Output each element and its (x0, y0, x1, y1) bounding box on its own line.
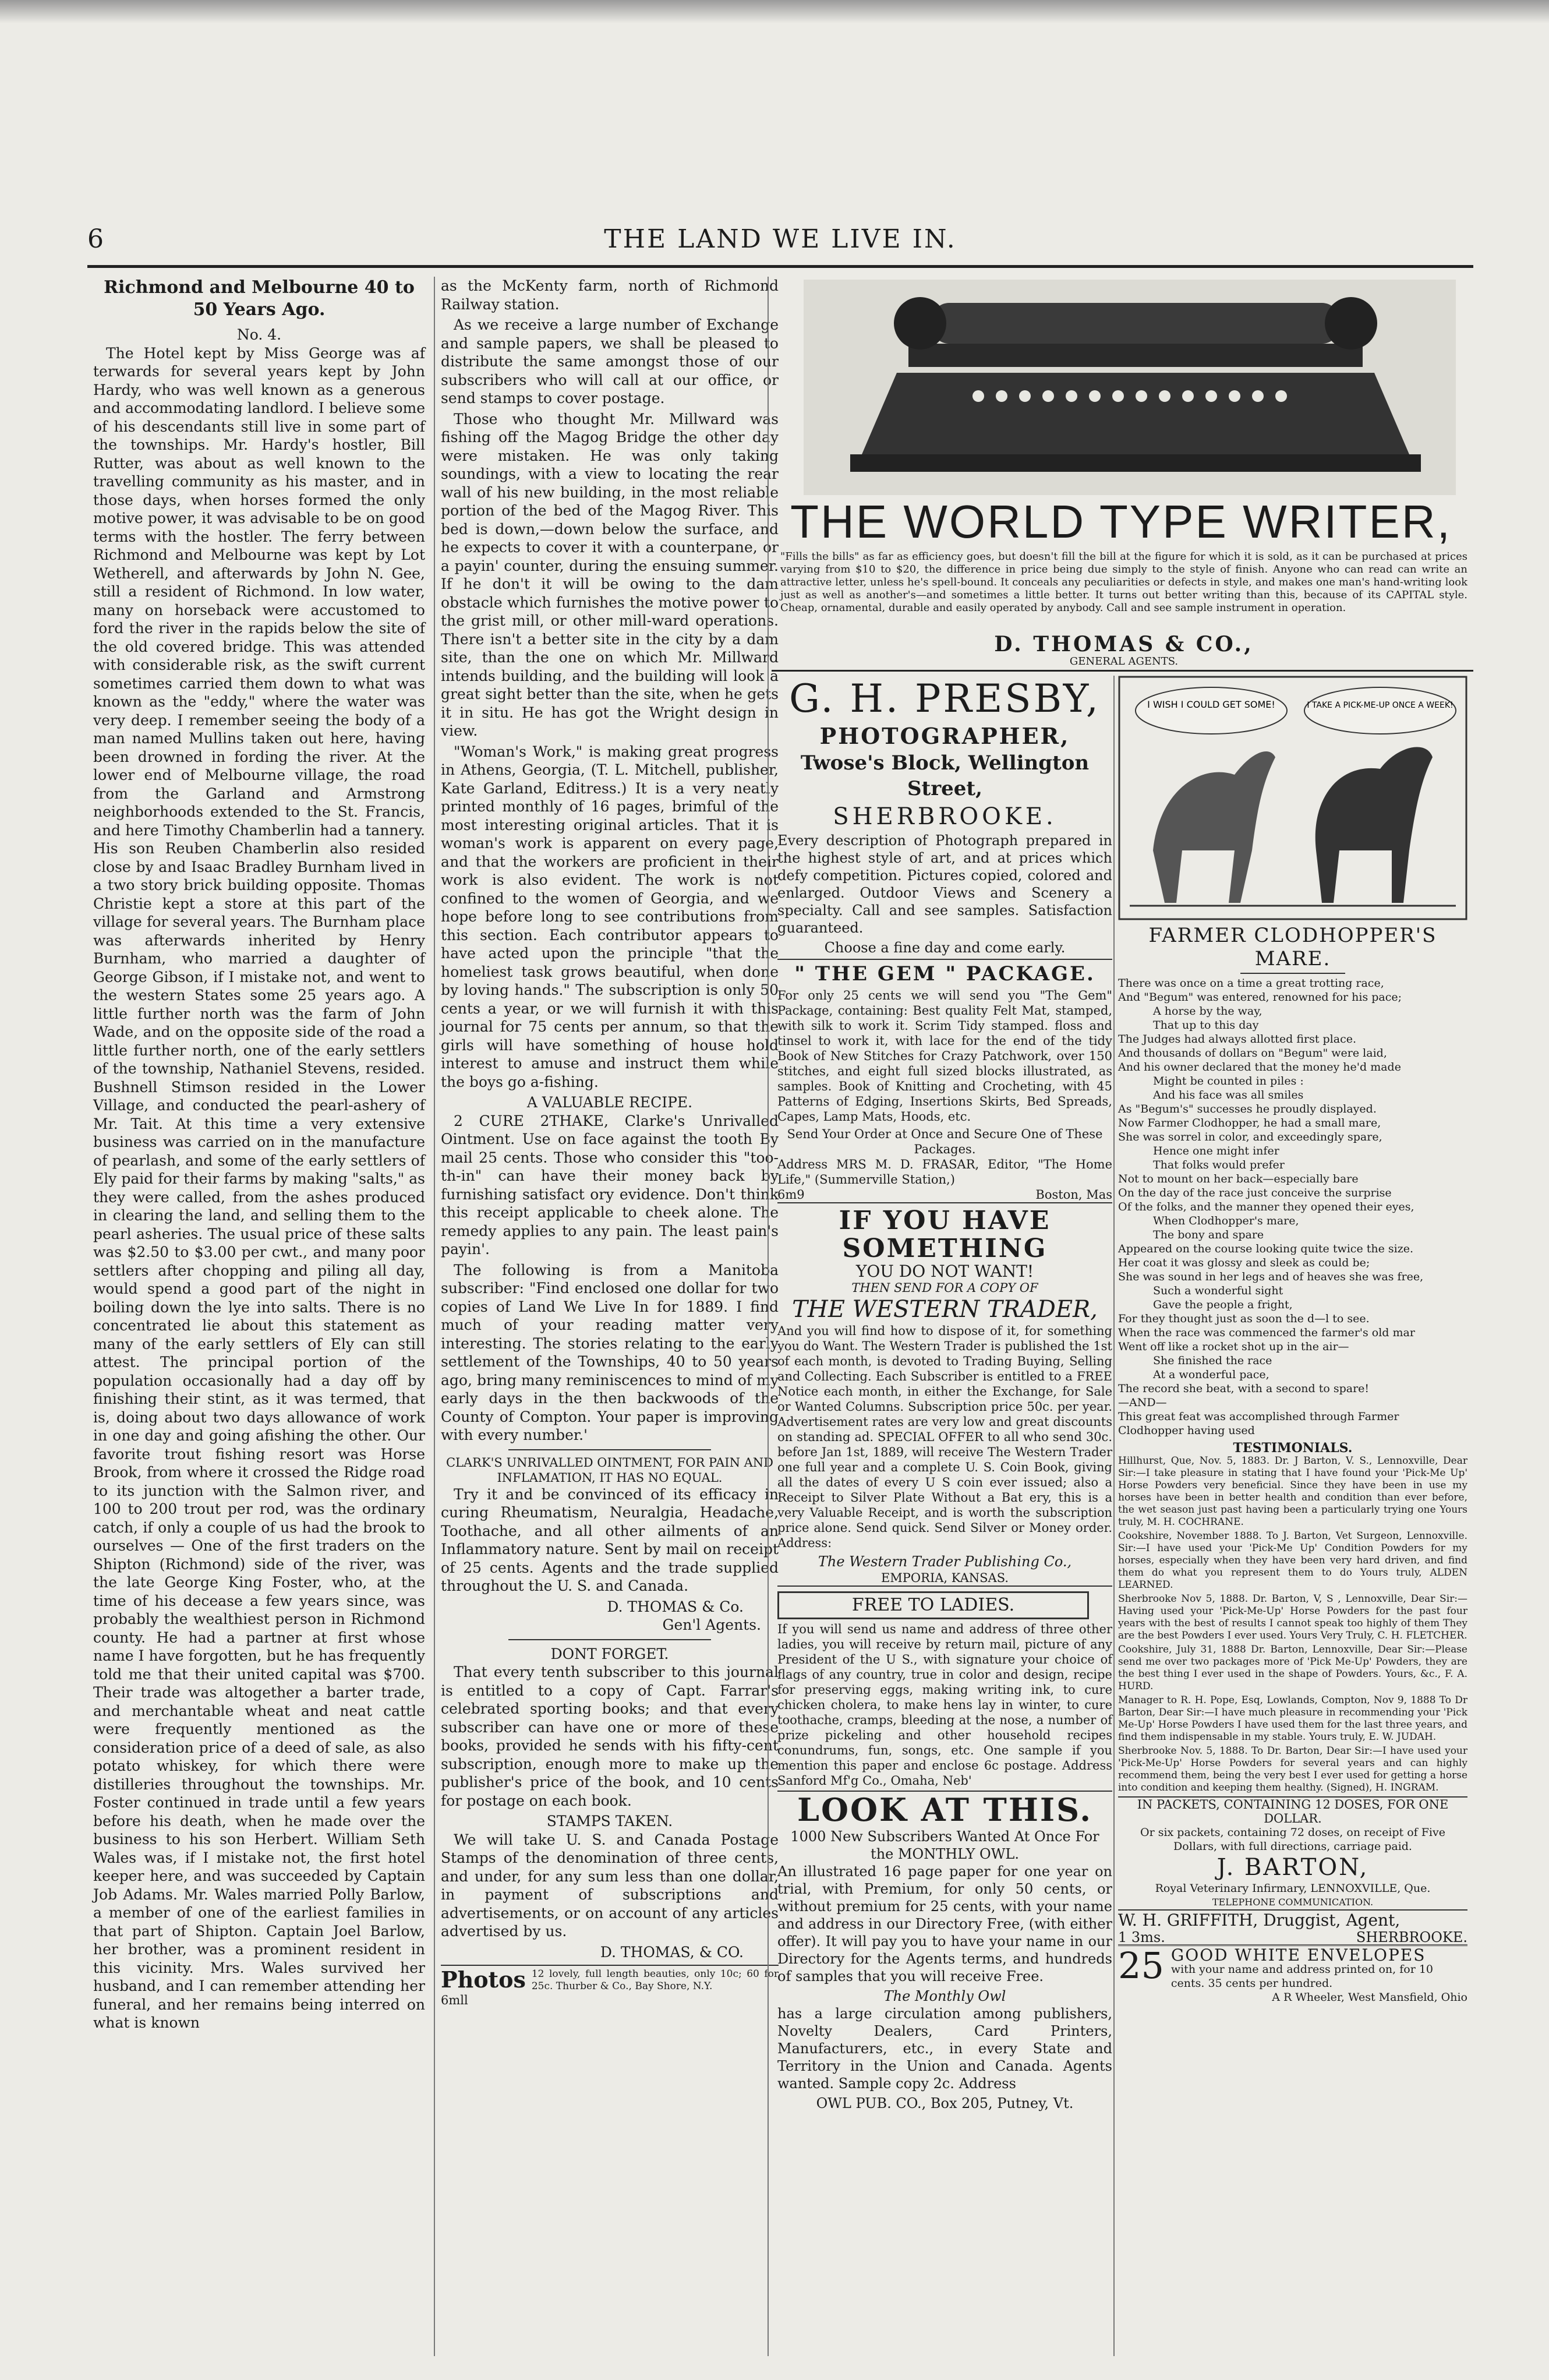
horse-illustration (1118, 676, 1467, 920)
poem-line: The Judges had always allotted first place. (1118, 1033, 1357, 1046)
envelopes-signature: A R Wheeler, West Mansfield, Ohio (1272, 1991, 1467, 2004)
gem-body: For only 25 cents we will send you "The Gem" Package, containing: Best quality Felt Mat, stamped, with silk to work it. Scrim Tidy stamped. floss and tinsel to work it, with lace for the end of the tidy Book of New Stitches for Crazy Patchwork, over 150 stitches, and eight full sized blocks illustrated, as samples. Book of Knitting and Crocheting, with 45 Patterns of Edging, Insertions Skirts, Bed Spreads, Capes, Lamp Mats, Hoods, etc. (777, 988, 1112, 1124)
poem-line: Her coat it was glossy and sleek as could be; (1118, 1256, 1370, 1269)
divider (1240, 973, 1345, 974)
poem-line: When the race was commenced the farmer's old mar (1118, 1326, 1415, 1339)
poem-line: Might be counted in piles : (1153, 1075, 1304, 1087)
poem-line: Such a wonderful sight (1153, 1284, 1283, 1297)
presby-name: G. H. PRESBY, (789, 676, 1101, 721)
presby-trade: PHOTOGRAPHER, (819, 723, 1070, 749)
column-2 (441, 277, 779, 2356)
poem-line: And "Begum" was entered, renowned for his pace; (1118, 991, 1402, 1004)
griffith-code: 1 3ms. (1118, 1929, 1165, 1945)
recipe-title: A VALUABLE RECIPE. (526, 1094, 693, 1111)
poem-line: The record she beat, with a second to spare! (1118, 1382, 1370, 1395)
typewriter-agents: GENERAL AGENTS. (1069, 655, 1179, 668)
presby-body: Every description of Photograph prepared in the highest style of art, and at prices which defy competition. Pictures copied, colored and enlarged. Outdoor Views and Scenery a specialty. Call and see samples. Satisfaction guaranteed. (777, 832, 1112, 936)
testimonial: Sherbrooke Nov 5, 1888. Dr. Barton, V, S , Lennoxville, Dear Sir:—Having used your 'Pick-Me-Up' Horse Powders for the past four years with the best of results I cannot speak too highly of them They are the best Powders I ever used. Yours Very Truly, C. H. FLETCHER. (1118, 1593, 1467, 1641)
speech-bubble-right: I TAKE A PICK-ME-UP ONCE A WEEK! (1307, 701, 1453, 710)
clarke-signature: D. THOMAS & Co. (607, 1598, 744, 1615)
poem-line: For they thought just as soon the d—l to see. (1118, 1312, 1370, 1325)
poem-line: At a wonderful pace, (1153, 1368, 1269, 1381)
typewriter-title: THE WORLD TYPE WRITER, (790, 496, 1452, 548)
typewriter-illustration (804, 280, 1456, 495)
photos-ad (441, 1965, 779, 1993)
millward-notice: Those who thought Mr. Millward was fishing off the Magog Bridge the other day were mistaken. He was only taking soundings, with a view to locating the rear wall of his new building, in the most reliable portion of the bed of the Magog River. This bed is down,—down below the surface, and he expects to cover it with a counterpane, or a payin' counter, during the ensuing summer. If he don't it will be owing to the dam obstacle which furnishes the motive power to the grist mill, or other mill-ward operations. There isn't a better site in the city by a dam site, than the one on which Mr. Millward intends building, and the building will look a great sight better than the site, when he gets it in situ. He has got the Wright design in view. (441, 410, 779, 739)
farmer-poem (1118, 976, 1467, 1438)
farmer-title: FARMER CLODHOPPER'S MARE. (1148, 924, 1437, 970)
column-3 (777, 676, 1112, 2112)
speech-bubble-left: I WISH I COULD GET SOME! (1147, 699, 1275, 710)
poem-line: She was sorrel in color, and exceedingly spare, (1118, 1131, 1382, 1143)
column-divider (768, 277, 769, 2356)
western-name: THE WESTERN TRADER, (792, 1296, 1098, 1323)
poem-line: And his face was all smiles (1153, 1089, 1304, 1101)
griffith-line: W. H. GRIFFITH, Druggist, Agent, (1118, 1911, 1401, 1930)
poem-line: And his owner declared that the money he'd made (1118, 1061, 1401, 1074)
poem-line: This great feat was accomplished through Farmer Clodhopper having used (1118, 1410, 1399, 1437)
look-body2: has a large circulation among publishers, Novelty Dealers, Card Printers, Manufacturers, etc., in every State and Territory in the Union and Canada. Agents wanted. Sample copy 2c. Address (777, 2005, 1112, 2092)
column-divider (1113, 676, 1115, 2356)
ad-rule (772, 670, 1473, 672)
poem-line: Hence one might infer (1153, 1145, 1279, 1157)
gem-city: Boston, Mas (1035, 1188, 1112, 1202)
exchange-notice: As we receive a large number of Exchange and sample papers, we shall be pleased to distribute the same amongst those of our subscribers who will call at our office, or send stamps to cover postage. (441, 316, 779, 407)
envelopes-number: 25 (1118, 1944, 1164, 1987)
divider (508, 1449, 711, 1450)
testimonial: Hillhurst, Que, Nov. 5, 1883. Dr. J Barton, V. S., Lennoxville, Dear Sir:—I take pleasure in stating that I have found your 'Pick-Me Up' Horse Powders very beneficial. Since they have been in use my horses have been in better health and condition than ever before, the wet season just past having been a particularly trying one Yours truly, M. H. COCHRANE. (1118, 1455, 1467, 1528)
divider (508, 1639, 711, 1640)
poem-line: A horse by the way, (1153, 1005, 1262, 1018)
article-body: The Hotel kept by Miss George was af terwards for several years kept by John Hardy, who was well known as a generous and accommodating landlord. I believe some of his descendants still live in some part of the townships. Mr. Hardy's hostler, Bill Rutter, was about as well known to the travelling community as his master, and in those days, when horses formed the only motive power, it was advisable to be on good terms with the hostler. The ferry between Richmond and Melbourne was kept by Lot Wetherell, and afterwards by John N. Gee, still a resident of Richmond. In low water, many on horseback were accustomed to ford the river in the rapids below the site of the old covered bridge. This was attended with considerable risk, as the swift current sometimes carried them down to what was known as the "eddy," where the water was very deep. I remember seeing the body of a man named Mullins taken out here, having been drowned in fording the river. At the lower end of Melbourne village, the road from the Garland and Armstrong neighborhoods extended to the St. Francis, and here Timothy Chamberlin had a tannery. His son Reuben Chamberlin also resided close by and Isaac Bradley Burnham lived in a two story brick building opposite. Thomas Christie kept a store at this part of the village for several years. The Burnham place was afterwards inherited by Henry Burnham, who married a daughter of George Gibson, if I mistake not, and went to the western States some 25 years ago. A little further north was the farm of John Wade, and on the opposite side of the road a little further north, one of the early settlers of the township, Nathaniel Stevens, resided. Bushnell Stimson resided in the Lower Village, and conducted the pearl-ashery of Mr. Tait. At this time a very extensive business was carried on in the manufacture of pearlash, and some of the early settlers of Ely paid for their farms by making "salts," as they were called, from the ashes produced in clearing the land, and selling them to the pearl asheries. The usual price of these salts was $2.50 to $3.00 per cwt., and many poor settlers after chopping and piling all day, would spend a good part of the night in boiling down the lye into salts. There is no concentrated lie about this statement as many of the early settlers of Ely can still attest. The principal portion of the population occasionally had a day off by finishing their stint, as it was termed, that is, doing about two days allowance of work in one day and going afishing the other. Our favorite trout fishing resort was Horse Brook, from where it crossed the Ridge road to its junction with the Salmon river, and 100 to 200 trout per rod, was the ordinary catch, if only a couple of us had the brook to ourselves — One of the first traders on the Shipton (Richmond) side of the river, was the late George King Foster, who, at the time of his decease a few years since, was probably the wealthiest person in Richmond county. He had a partner at first whose name I have forgotten, but he has frequently told me that their united capital was $700. Their trade was altogether a barter trade, and merchantable wheat and neat cattle were frequently mentioned as the consideration price of a deed of sale, as also potato whiskey, for which there were distilleries throughout the townships. Mr. Foster continued in trade until a few years before his death, when he made over the business to his son Herbert. William Seth Wales was, if I mistake not, the first hotel keeper here, and was succeeded by Captain Job Adams. Mr. Wales married Polly Barlow, a member of one of the earliest families in that part of Shipton. Captain Joel Barlow, her brother, was a prominent resident in this vicinity. Mrs. Wales survived her husband, and I can remember attending her funeral, and her remains being interred on what is known (93, 344, 425, 2031)
column-1 (93, 277, 425, 2356)
testimonials-title: TESTIMONIALS. (1233, 1440, 1353, 1456)
poem-line: As "Begum's" successes he proudly displayed. (1118, 1103, 1377, 1115)
poem-line: When Clodhopper's mare, (1153, 1214, 1299, 1227)
western-city: EMPORIA, KANSAS. (777, 1570, 1112, 1587)
clarke-role: Gen'l Agents. (662, 1616, 761, 1633)
testimonial: Sherbrooke Nov. 5, 1888. To Dr. Barton, Dear Sir:—I have used your 'Pick-Me-Up' Horse Powders for several years and can highly recommend them, being the very best I ever used for getting a horse into condition and keeping them healthy. (Signed), H. INGRAM. (1118, 1745, 1467, 1793)
clarke-heading: CLARK'S UNRIVALLED OINTMENT, FOR PAIN AND INFLAMATION, IT HAS NO EQUAL. (445, 1455, 774, 1485)
gem-footer (777, 1187, 1112, 1203)
look-body: An illustrated 16 page paper for one year on trial, with Premium, for only 50 cents, or without premium for 25 cents, with your name and address in our Directory Free, (with either offer). It will pay you to have your name in our Directory for the Agents terms, and hundreds of samples that you will receive Free. (777, 1863, 1112, 1984)
poem-line: Now Farmer Clodhopper, he had a small mare, (1118, 1117, 1381, 1129)
photos-code: 6mll (441, 1993, 468, 2007)
running-title: THE LAND WE LIVE IN. (604, 224, 957, 254)
free-title: FREE TO LADIES. (777, 1591, 1089, 1619)
womans-work-notice: "Woman's Work," is making great progress in Athens, Georgia, (T. L. Mitchell, publisher, Kate Garland, Editress.) It is a very neatly printed monthly of 16 pages, brimful of the most interesting original articles. That it is woman's work is apparent on every page, and that the workers are proficient in their work is also evident. The work is not confined to the women of Georgia, and we hope before long to see contributions from this section. Each contributor appears to have acted upon the principle "that the homeliest task grows beautiful, when done by loving hands." The subscription is only 50 cents a year, or we will furnish it with this journal for 75 cents per annum, so that the girls will have something of house hold interest to amuse and instruct them while the boys go a-fishing. (441, 743, 779, 1090)
poem-line: Not to mount on her back—especially bare (1118, 1173, 1359, 1185)
testimonial: Cookshire, November 1888. To J. Barton, Vet Surgeon, Lennoxville. Sir:—I have used your 'Pick-Me Up' Condition Powders for my horses, especially when they have been very hard driven, and find them do what you represent them to do Yours truly, ALDEN LEARNED. (1118, 1530, 1467, 1591)
poem-line: On the day of the race just conceive the surprise (1118, 1187, 1392, 1199)
testimonial: Manager to R. H. Pope, Esq, Lowlands, Compton, Nov 9, 1888 To Dr Barton, Dear Sir:—I have much pleasure in recommending your 'Pick Me-Up' Horse Powders I have used them for the last three years, and find them indispensable in my stable. Yours truly, E. W. JUDAH. (1118, 1694, 1467, 1743)
photos-word: Photos (441, 1966, 526, 1993)
poem-line: She finished the race (1153, 1354, 1272, 1367)
western-publisher: The Western Trader Publishing Co., (818, 1553, 1072, 1570)
poem-line: Went off like a rocket shot up in the air— (1118, 1340, 1349, 1353)
poem-line: Gave the people a fright, (1153, 1298, 1293, 1311)
article-title: Richmond and Melbourne 40 to 50 Years Ago. (104, 277, 415, 320)
page-header (87, 224, 1473, 265)
testimonials-list (1118, 1455, 1467, 1794)
dont-forget-title: DONT FORGET. (550, 1645, 669, 1662)
column-divider (434, 277, 435, 2356)
poem-line: Of the folks, and the manner they opened their eyes, (1118, 1200, 1414, 1213)
header-rule (87, 265, 1473, 268)
western-body: And you will find how to dispose of it, for something you do Want. The Western Trader is published the 1st of each month, is devoted to Trading Buying, Selling and Collecting. Each Subscriber is entitled to a FREE Notice each month, in either the Exchange, for Sale or Wanted Columns. Subscription price 50c. per year. Advertisement rates are very low and great discounts on standing ad. SPECIAL OFFER to all who send 30c. before Jan 1st, 1889, will receive The Western Trader one full year and a complete U. S. Coin Book, giving all the dates of every U S coin ever issued; also a Receipt to Silver Plate Without a Bat ery, this is a very Valuable Receipt, and is worth the subscription price alone. Send quick. Send Silver or Money order. Address: (777, 1324, 1112, 1550)
envelopes-title: GOOD WHITE ENVELOPES (1170, 1945, 1426, 1965)
poem-line: That up to this day (1153, 1019, 1259, 1032)
barton-telephone: TELEPHONE COMMUNICATION. (1118, 1895, 1467, 1911)
typewriter-company: D. THOMAS & CO., (994, 632, 1254, 656)
western-head2: YOU DO NOT WANT! (855, 1262, 1034, 1281)
testimonial: Cookshire, July 31, 1888 Dr. Barton, Lennoxville, Dear Sir:—Please send me over two packages more of 'Pick Me-Up' Powders, they are the best thing I ever used in the shape of Powders. Yours, &c., F. A. HURD. (1118, 1644, 1467, 1692)
dont-forget-body: That every tenth subscriber to this journal is entitled to a copy of Capt. Farrar's celebrated sporting books; and that every subscriber can have one or more of these books, provided he sends with his fifty-cent subscription, enough more to make up the publisher's price of the book, and 10 cents for postage on each book. (441, 1664, 779, 1809)
griffith-footer (1118, 1930, 1467, 1946)
look-owl: The Monthly Owl (883, 1988, 1006, 2004)
barton-infirmary: Royal Veterinary Infirmary, LENNOXVILLE, Que. (1155, 1882, 1431, 1895)
poem-line: She was sound in her legs and of heaves she was free, (1118, 1270, 1424, 1283)
column-4 (1118, 676, 1467, 2004)
gem-code: 6m9 (777, 1188, 805, 1202)
gem-send: Send Your Order at Once and Secure One of These Packages. (787, 1127, 1103, 1156)
article-number: No. 4. (236, 326, 282, 343)
photos-text: 12 lovely, full length beauties, only 10c; 60 for 25c. Thurber & Co., Bay Shore, N.Y. (531, 1968, 779, 1992)
poem-line: —AND— (1118, 1396, 1167, 1409)
manitoba-letter: The following is from a Manitoba subscriber: "Find enclosed one dollar for two copies of Land We Live In for 1889. I find much of your reading matter very interesting. The stories relating to the early settlement of the Townships, 40 to 50 years ago, bring many reminiscences to mind of my early days in the then backwoods of the County of Compton. Your paper is improving with every number.' (441, 1261, 779, 1443)
presby-city: SHERBROOKE. (833, 803, 1057, 830)
envelopes-body: with your name and address printed on, for 10 cents. 35 cents per hundred. (1170, 1963, 1434, 1990)
packets-line: IN PACKETS, CONTAINING 12 DOSES, FOR ONE DOLLAR. (1118, 1796, 1467, 1825)
stamps-body: We will take U. S. and Canada Postage Stamps of the denomination of three cents, and under, for any sum less than one dollar, in payment of subscriptions and advertisements, or on account of any articles advertised by us. (441, 1831, 779, 1940)
barton-name: J. BARTON, (1216, 1854, 1369, 1881)
stamps-signature: D. THOMAS, & CO. (600, 1943, 744, 1961)
western-send: THEN SEND FOR A COPY OF (851, 1281, 1038, 1295)
poem-line: Appeared on the course looking quite twice the size. (1118, 1242, 1414, 1255)
look-sub: 1000 New Subscribers Wanted At Once For the MONTHLY OWL. (790, 1828, 1099, 1862)
look-address: OWL PUB. CO., Box 205, Putney, Vt. (816, 2095, 1074, 2111)
presby-address: Twose's Block, Wellington Street, (800, 751, 1090, 800)
western-head: IF YOU HAVE SOMETHING (839, 1206, 1051, 1263)
free-body: If you will send us name and address of three other ladies, you will receive by return mail, picture of any President of the U S., with signature your choice of flags of any country, true in color and design, recipe for preserving eggs, making writing ink, to cure chicken cholera, to make hens lay in winter, to cure toothache, cramps, bleeding at the nose, a number of prize pickeling and other household recipes conundrums, fun, songs, etc. One sample if you mention this paper and enclose 6c postage. Address Sanford Mf'g Co., Omaha, Neb' (777, 1622, 1112, 1788)
presby-choose: Choose a fine day and come early. (777, 939, 1112, 960)
page-number: 6 (87, 224, 104, 254)
envelopes-ad (1118, 1944, 1467, 1990)
look-title: LOOK AT THIS. (777, 1791, 1112, 1828)
griffith-city: SHERBROOKE. (1356, 1929, 1467, 1945)
gem-address: Address MRS M. D. FRASAR, Editor, "The Home Life," (Summerville Station,) (777, 1157, 1112, 1187)
gem-title: " THE GEM " PACKAGE. (794, 962, 1095, 986)
poem-line: That folks would prefer (1153, 1159, 1285, 1171)
packets-line2: Or six packets, containing 72 doses, on receipt of Five Dollars, with full directions, carriage paid. (1140, 1826, 1445, 1853)
article-continuation: as the McKenty farm, north of Richmond Railway station. (441, 277, 779, 313)
poem-line: The bony and spare (1153, 1228, 1264, 1241)
page-top-edge (0, 0, 1549, 23)
poem-line: And thousands of dollars on "Begum" were laid, (1118, 1047, 1387, 1060)
typewriter-body: "Fills the bills" as far as efficiency goes, but doesn't fill the bill at the figure for which it is sold, as it can be purchased at prices varying from $10 to $20, the difference in price being due simply to the style of finish. Anyone who can read can write an attractive letter, unless he's spell-bound. It conceals any peculiarities or defects in style, and makes one man's hand-writing look just as well as another's—and sometimes a little better. It turns out better writing than this, because of its CAPITAL style. Cheap, ornamental, durable and easily operated by anybody. Call and see sample instrument in operation. (780, 550, 1467, 614)
poem-line: There was once on a time a great trotting race, (1118, 977, 1384, 990)
recipe-body: 2 CURE 2THAKE, Clarke's Unrivalled Ointment. Use on face against the tooth By mail 25 cents. Those who consider this "too-th-in" can have their money back by furnishing satisfact ory evidence. Don't think this receipt applicable to cheek alone. The remedy applies to any pain. The least pain's payin'. (441, 1112, 779, 1258)
stamps-title: STAMPS TAKEN. (546, 1813, 673, 1830)
clarke-body: Try it and be convinced of its efficacy in curing Rheumatism, Neuralgia, Headache, Toothache, and all other ailments of an Inflammatory nature. Sent by mail on receipt of 25 cents. Agents and the trade supplied throughout the U. S. and Canada. (441, 1485, 779, 1594)
